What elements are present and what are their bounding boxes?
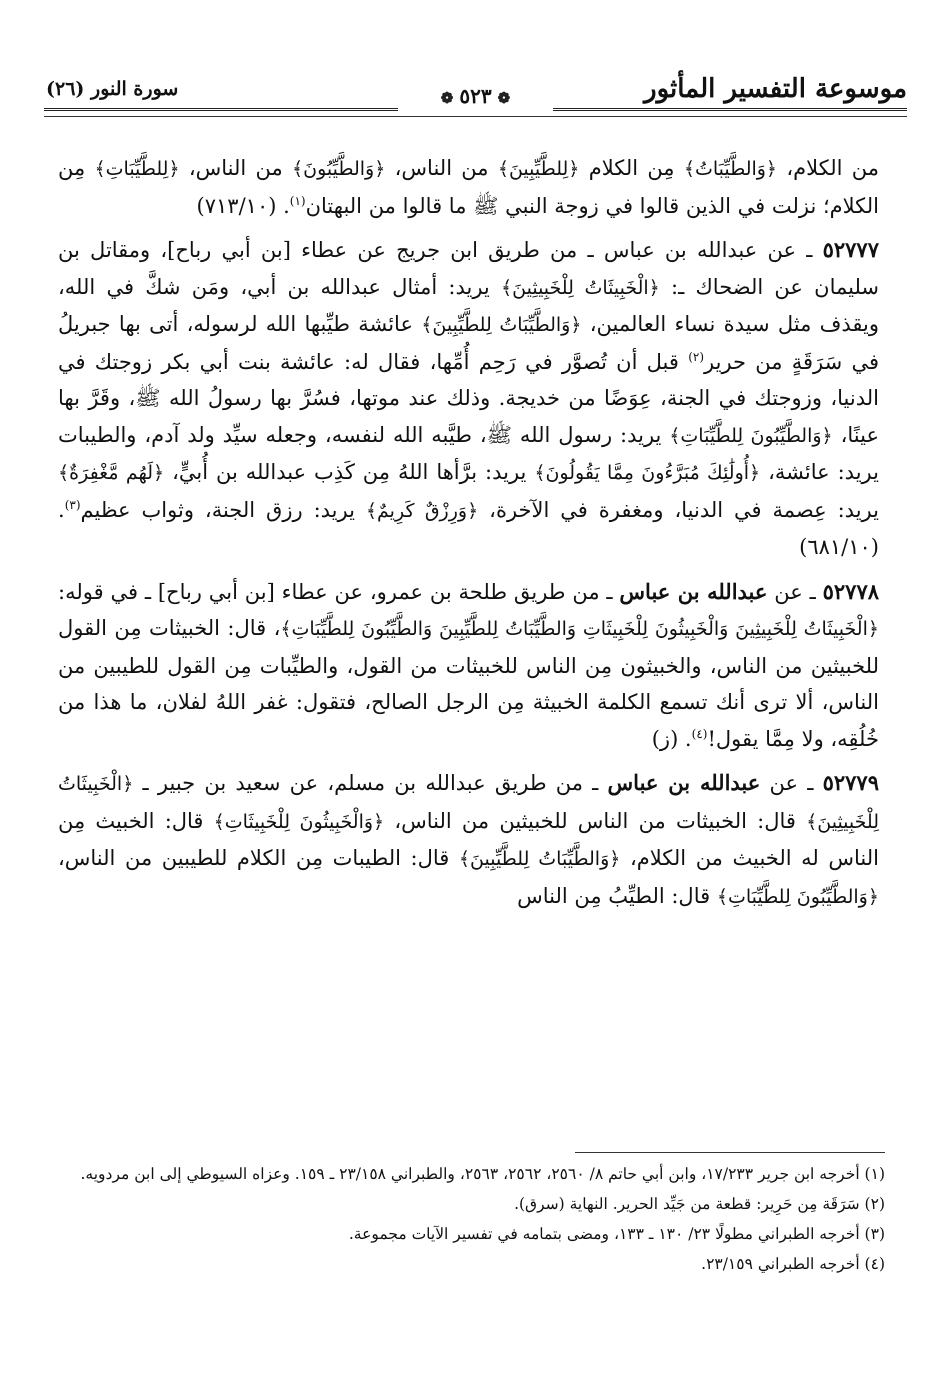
footnote-ref: (٤) xyxy=(691,726,708,741)
text-run: من الناس، xyxy=(179,156,293,180)
quran-quote: ﴿الْخَبِيثَاتُ لِلْخَبِيثِينَ﴾ xyxy=(501,276,660,299)
text-run: قال: الطيِّبُ مِن الناس xyxy=(517,883,717,908)
page-number xyxy=(435,84,516,108)
footnote: (٤) أخرجه الطبراني ٢٣/١٥٩. xyxy=(701,1255,885,1273)
footnote-ref: (٢) xyxy=(688,349,705,364)
text-run: قال: الخبيثات من الناس للخبيثين من الناس، xyxy=(384,808,807,833)
text-run: عائشة طيِّبها الله لرسوله، أتى بها جبريلُ في سَرَقَةٍ من حرير xyxy=(58,312,879,374)
text-run: . (٧١٣/١٠) xyxy=(196,193,290,218)
text-run: قال: الخبيث مِن الناس له الخبيث من الكلام، xyxy=(58,808,879,870)
entry-number: ٥٢٧٧٨ xyxy=(822,578,880,604)
quran-quote: ﴿لِلطَّيِّبَاتِ﴾ xyxy=(94,158,180,180)
quran-quote: ﴿لَهُم مَّغْفِرَةٌ﴾ xyxy=(58,462,165,484)
text-run: قبل أن تُصوَّر في رَحِم أُمِّها، فقال له: عائشة بنت أبي بكر زوجتك في الدنيا، وزوجتك في الجنة، عِوَضًا من خديجة. وذلك عند موتها، فسُرَّ بها رسولُ الله ﷺ، وقَرَّ بها عينًا، xyxy=(58,349,879,447)
text-run: من الناس، xyxy=(385,156,498,180)
quran-quote: ﴿الْخَبِيثَاتُ لِلْخَبِيثِينَ وَالْخَبِيثُونَ لِلْخَبِيثَاتِ وَالطَّيِّبَاتُ لِلطَّيِّبِينَ وَالطَّيِّبُونَ لِلطَّيِّبَاتِ﴾ xyxy=(280,618,879,640)
footnote: (٣) أخرجه الطبراني مطولًا ٢٣/ ١٣٠ ـ ١٣٣، ومضى بتمامه في تفسير الآيات مجموعة. xyxy=(348,1225,885,1243)
text-run: مِن الكلام؛ نزلت في الذين قالوا في زوجة النبي ﷺ ما قالوا من البهتان xyxy=(58,156,879,218)
ornament-icon: ❁ xyxy=(497,89,511,107)
page-header xyxy=(44,72,907,122)
quran-quote: ﴿وَالطَّيِّبَاتُ لِلطَّيِّبِينَ﴾ xyxy=(421,314,582,336)
entry-number: ٥٢٧٧٩ xyxy=(822,770,879,795)
text-run: ـ عن xyxy=(760,771,823,795)
text-run: يريد: عِصمة في الدنيا، ومغفرة في الآخرة، xyxy=(478,497,879,522)
quran-quote: ﴿وَالطَّيِّبَاتُ﴾ xyxy=(683,158,778,180)
header-rule-right xyxy=(553,108,907,111)
text-run: قال: الطيبات مِن الكلام للطيبين من الناس، xyxy=(58,846,459,870)
main-text xyxy=(58,150,879,915)
quran-quote: ﴿وَالْخَبِيثُونَ لِلْخَبِيثَاتِ﴾ xyxy=(213,810,385,833)
book-title: موسوعة التفسير المأثور xyxy=(644,74,907,104)
page-number-value: ٥٢٣ xyxy=(459,84,492,108)
paragraph xyxy=(58,150,879,224)
text-run: ـ عن عبدالله بن عباس ـ من طريق ابن جريج عن عطاء [بن أبي رباح]، ومقاتل بن سليمان عن الضحاك ـ: xyxy=(58,238,879,299)
quran-quote: ﴿وَالطَّيِّبَاتُ لِلطَّيِّبِينَ﴾ xyxy=(458,848,621,870)
entry-number: ٥٢٧٧٧ xyxy=(822,237,879,262)
header-divider xyxy=(44,116,907,117)
quran-quote: ﴿لِلطَّيِّبِينَ﴾ xyxy=(497,158,580,180)
narrator-name: عبدالله بن عباس xyxy=(619,578,768,604)
narrator-name: عبدالله بن عباس xyxy=(607,770,761,795)
quran-quote: ﴿الْخَبِيثَاتُ لِلْخَبِيثِينَ﴾ xyxy=(58,773,879,833)
text-run: ـ من طريق عبدالله بن مسلم، عن سعيد بن جبير ـ xyxy=(133,771,608,795)
quran-quote: ﴿أُولَٰئِكَ مُبَرَّءُونَ مِمَّا يَقُولُونَ﴾ xyxy=(534,462,761,484)
surah-title: سورة النور (٢٦) xyxy=(46,78,179,100)
header-rule-left xyxy=(44,108,398,111)
quran-quote: ﴿وَالطَّيِّبُونَ﴾ xyxy=(292,158,386,180)
text-run: ـ من طريق طلحة بن عمرو، عن عطاء [بن أبي رباح] ـ في قوله: xyxy=(58,579,620,604)
footnote-ref: (١) xyxy=(289,193,306,208)
text-run: من الكلام، xyxy=(777,156,879,180)
footnote: (١) أخرجه ابن جرير ١٧/٢٣٣، وابن أبي حاتم ٨/ ٢٥٦٠، ٢٥٦٢، ٢٥٦٣، والطبراني ٢٣/١٥٨ ـ ١٥٩. وعزاه السيوطي إلى ابن مردويه. xyxy=(80,1165,885,1183)
footnote: (٢) سَرَقَة مِن حَرِير: قطعة من جَيِّد الحرير. النهاية (سرق). xyxy=(514,1195,885,1213)
paragraph xyxy=(58,574,879,758)
quran-quote: ﴿وَالطَّيِّبُونَ لِلطَّيِّبَاتِ﴾ xyxy=(669,424,833,447)
footnotes xyxy=(58,1162,885,1282)
text-run: . (ز) xyxy=(651,726,692,751)
paragraph xyxy=(58,765,879,915)
text-run: مِن الكلام xyxy=(579,156,684,180)
text-run: يريد: رزق الجنة، وثواب عظيم xyxy=(80,497,366,522)
quran-quote: ﴿وَالطَّيِّبُونَ لِلطَّيِّبَاتِ﴾ xyxy=(716,885,879,908)
text-run: ـ عن xyxy=(767,579,823,604)
text-run: يريد: برَّأها اللهُ مِن كَذِب عبدالله بن أُبيٍّ، xyxy=(164,460,535,484)
quran-quote: ﴿وَرِزْقٌ كَرِيمٌ﴾ xyxy=(365,499,479,522)
paragraph xyxy=(58,232,879,566)
footnote-divider xyxy=(575,1152,885,1153)
text-run: ، قال: الخبيثات مِن القول للخبيثين من الناس، والخبيثون مِن الناس للخبيثات من القول، والطيِّبات مِن القول للطيبين من الناس، ألا ترى أنك تسمع الكلمة الخبيثة مِن الرجل الصالح، فتقول: غفر اللهُ لفلان، ما هذا من خُلُقِه، ولا مِمَّا يقول! xyxy=(58,616,879,751)
text-run: يريد: رسول الله ﷺ، طيَّبه الله لنفسه، وجعله سيِّد ولد آدم، والطيبات يريد: عائشة، xyxy=(58,422,879,484)
footnote-ref: (٣) xyxy=(64,497,81,512)
text-run: يريد: أمثال عبدالله بن أبي، ومَن شكَّ في الله، ويقذف مثل سيدة نساء العالمين، xyxy=(58,274,880,336)
ornament-icon: ❁ xyxy=(440,89,454,107)
text-run: . (٦٨١/١٠) xyxy=(58,497,879,559)
